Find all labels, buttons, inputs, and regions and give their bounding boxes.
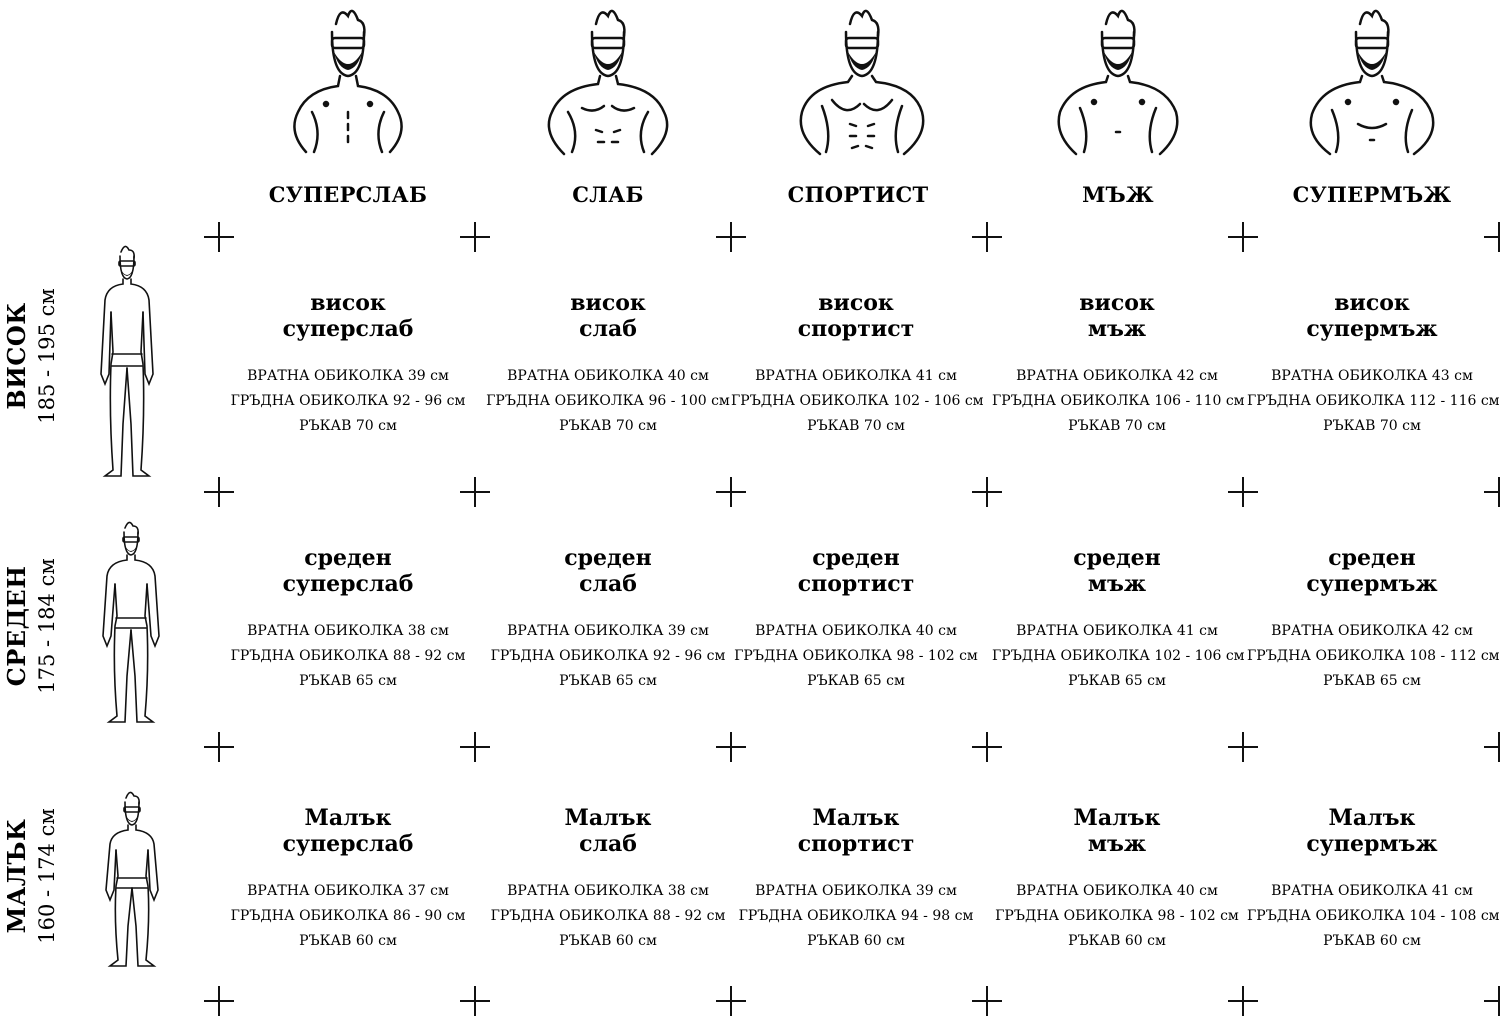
size-cell-short-athlete	[731, 805, 981, 954]
crosshair-marker	[204, 222, 234, 252]
chest-measurement: ГРЪДНА ОБИКОЛКА 98 - 102 см	[995, 908, 1239, 924]
size-cell-short-slim	[483, 805, 733, 954]
neck-measurement: ВРАТНА ОБИКОЛКА 40 см	[755, 623, 957, 639]
neck-measurement: ВРАТНА ОБИКОЛКА 41 см	[1016, 623, 1218, 639]
cell-title-height: висок	[1334, 290, 1410, 316]
size-cell-short-man	[992, 805, 1242, 954]
neck-measurement: ВРАТНА ОБИКОЛКА 42 см	[1016, 368, 1218, 384]
crosshair-marker	[204, 732, 234, 762]
size-cell-tall-slim	[483, 290, 733, 439]
cell-title-build: супермъж	[1306, 571, 1438, 597]
sleeve-measurement: РЪКАВ 60 см	[559, 933, 657, 949]
superman-torso-icon	[1302, 2, 1442, 162]
sleeve-measurement: РЪКАВ 65 см	[299, 673, 397, 689]
size-cell-medium-man	[992, 545, 1245, 694]
row-label-name: СРЕДЕН	[2, 565, 31, 687]
cell-title-height: среден	[1073, 545, 1161, 571]
crosshair-marker	[204, 986, 234, 1016]
row-label-short	[2, 761, 72, 991]
chest-measurement: ГРЪДНА ОБИКОЛКА 102 - 106 см	[992, 648, 1245, 664]
cell-title-build: суперслаб	[282, 316, 414, 342]
crosshair-marker	[716, 732, 746, 762]
row-label-range: 185 - 195 см	[35, 288, 59, 424]
neck-measurement: ВРАТНА ОБИКОЛКА 40 см	[507, 368, 709, 384]
sleeve-measurement: РЪКАВ 60 см	[1068, 933, 1166, 949]
cell-title-height: Малък	[1328, 805, 1416, 831]
row-label-tall	[2, 241, 72, 471]
chest-measurement: ГРЪДНА ОБИКОЛКА 92 - 96 см	[230, 393, 466, 409]
cell-title-build: спортист	[797, 571, 915, 597]
cell-title-height: висок	[818, 290, 894, 316]
cell-title-build: суперслаб	[282, 571, 414, 597]
cell-title-height: Малък	[1073, 805, 1161, 831]
cell-title-build: слаб	[579, 831, 637, 857]
cell-title-build: слаб	[579, 316, 637, 342]
sleeve-measurement: РЪКАВ 70 см	[299, 418, 397, 434]
crosshair-marker	[460, 732, 490, 762]
cell-title-height: Малък	[564, 805, 652, 831]
row-label-range: 175 - 184 см	[35, 558, 59, 694]
cell-title-height: висок	[310, 290, 386, 316]
sleeve-measurement: РЪКАВ 60 см	[299, 933, 397, 949]
sleeve-measurement: РЪКАВ 65 см	[1323, 673, 1421, 689]
man-torso-icon	[1048, 2, 1188, 162]
sleeve-measurement: РЪКАВ 65 см	[807, 673, 905, 689]
size-cell-tall-athlete	[731, 290, 984, 439]
neck-measurement: ВРАТНА ОБИКОЛКА 42 см	[1271, 623, 1473, 639]
size-cell-tall-superman	[1247, 290, 1500, 439]
cell-title-build: суперслаб	[282, 831, 414, 857]
crosshair-marker	[204, 477, 234, 507]
sleeve-measurement: РЪКАВ 60 см	[807, 933, 905, 949]
crosshair-marker	[1228, 222, 1258, 252]
cell-title-build: спортист	[797, 831, 915, 857]
sleeve-measurement: РЪКАВ 60 см	[1323, 933, 1421, 949]
short-man-figure-icon	[100, 790, 164, 972]
crosshair-marker	[460, 986, 490, 1016]
sleeve-measurement: РЪКАВ 70 см	[1068, 418, 1166, 434]
neck-measurement: ВРАТНА ОБИКОЛКА 38 см	[247, 623, 449, 639]
size-cell-tall-superslim	[223, 290, 473, 439]
sleeve-measurement: РЪКАВ 70 см	[1323, 418, 1421, 434]
size-cell-short-superslim	[223, 805, 473, 954]
cell-title-build: спортист	[797, 316, 915, 342]
crosshair-marker	[460, 222, 490, 252]
medium-man-figure-icon	[99, 520, 163, 728]
cell-title-height: висок	[1079, 290, 1155, 316]
cell-title-build: мъж	[1087, 831, 1147, 857]
neck-measurement: ВРАТНА ОБИКОЛКА 40 см	[1016, 883, 1218, 899]
chest-measurement: ГРЪДНА ОБИКОЛКА 98 - 102 см	[734, 648, 978, 664]
neck-measurement: ВРАТНА ОБИКОЛКА 41 см	[1271, 883, 1473, 899]
chest-measurement: ГРЪДНА ОБИКОЛКА 112 - 116 см	[1247, 393, 1500, 409]
slim-torso-icon	[538, 2, 678, 162]
crosshair-marker	[1484, 222, 1500, 252]
crosshair-marker	[1228, 732, 1258, 762]
crosshair-marker	[1228, 477, 1258, 507]
cell-title-build: слаб	[579, 571, 637, 597]
tall-man-figure-icon	[95, 244, 159, 484]
crosshair-marker	[460, 477, 490, 507]
neck-measurement: ВРАТНА ОБИКОЛКА 39 см	[755, 883, 957, 899]
size-cell-short-superman	[1247, 805, 1500, 954]
row-label-name: МАЛЪК	[2, 818, 31, 934]
crosshair-marker	[1484, 986, 1500, 1016]
row-label-range: 160 - 174 см	[35, 808, 59, 944]
chest-measurement: ГРЪДНА ОБИКОЛКА 106 - 110 см	[992, 393, 1245, 409]
cell-title-height: среден	[1328, 545, 1416, 571]
chest-measurement: ГРЪДНА ОБИКОЛКА 92 - 96 см	[490, 648, 726, 664]
chest-measurement: ГРЪДНА ОБИКОЛКА 96 - 100 см	[486, 393, 730, 409]
column-header-slim: СЛАБ	[572, 182, 644, 207]
sleeve-measurement: РЪКАВ 70 см	[807, 418, 905, 434]
cell-title-height: висок	[570, 290, 646, 316]
cell-title-height: среден	[304, 545, 392, 571]
chest-measurement: ГРЪДНА ОБИКОЛКА 86 - 90 см	[230, 908, 466, 924]
cell-title-height: Малък	[812, 805, 900, 831]
cell-title-height: среден	[812, 545, 900, 571]
crosshair-marker	[972, 222, 1002, 252]
neck-measurement: ВРАТНА ОБИКОЛКА 43 см	[1271, 368, 1473, 384]
neck-measurement: ВРАТНА ОБИКОЛКА 39 см	[247, 368, 449, 384]
crosshair-marker	[1484, 732, 1500, 762]
chest-measurement: ГРЪДНА ОБИКОЛКА 102 - 106 см	[731, 393, 984, 409]
crosshair-marker	[972, 986, 1002, 1016]
sleeve-measurement: РЪКАВ 65 см	[1068, 673, 1166, 689]
cell-title-build: супермъж	[1306, 831, 1438, 857]
neck-measurement: ВРАТНА ОБИКОЛКА 38 см	[507, 883, 709, 899]
neck-measurement: ВРАТНА ОБИКОЛКА 39 см	[507, 623, 709, 639]
crosshair-marker	[1484, 477, 1500, 507]
crosshair-marker	[716, 222, 746, 252]
neck-measurement: ВРАТНА ОБИКОЛКА 41 см	[755, 368, 957, 384]
crosshair-marker	[972, 732, 1002, 762]
size-cell-tall-man	[992, 290, 1245, 439]
cell-title-build: супермъж	[1306, 316, 1438, 342]
crosshair-marker	[716, 477, 746, 507]
row-label-name: ВИСОК	[2, 302, 31, 410]
sleeve-measurement: РЪКАВ 65 см	[559, 673, 657, 689]
size-cell-medium-athlete	[731, 545, 981, 694]
chest-measurement: ГРЪДНА ОБИКОЛКА 104 - 108 см	[1247, 908, 1500, 924]
cell-title-height: Малък	[304, 805, 392, 831]
neck-measurement: ВРАТНА ОБИКОЛКА 37 см	[247, 883, 449, 899]
column-header-superslim: СУПЕРСЛАБ	[268, 182, 428, 207]
column-header-man: МЪЖ	[1082, 182, 1154, 207]
size-cell-medium-superman	[1247, 545, 1500, 694]
superslim-torso-icon	[278, 2, 418, 162]
cell-title-height: среден	[564, 545, 652, 571]
crosshair-marker	[972, 477, 1002, 507]
column-header-athlete: СПОРТИСТ	[787, 182, 929, 207]
row-label-medium	[2, 511, 72, 741]
size-cell-medium-superslim	[223, 545, 473, 694]
column-header-superman: СУПЕРМЪЖ	[1292, 182, 1452, 207]
crosshair-marker	[716, 986, 746, 1016]
size-cell-medium-slim	[483, 545, 733, 694]
sleeve-measurement: РЪКАВ 70 см	[559, 418, 657, 434]
athlete-torso-icon	[792, 2, 932, 162]
chest-measurement: ГРЪДНА ОБИКОЛКА 88 - 92 см	[230, 648, 466, 664]
chest-measurement: ГРЪДНА ОБИКОЛКА 88 - 92 см	[490, 908, 726, 924]
chest-measurement: ГРЪДНА ОБИКОЛКА 94 - 98 см	[738, 908, 974, 924]
chest-measurement: ГРЪДНА ОБИКОЛКА 108 - 112 см	[1247, 648, 1500, 664]
cell-title-build: мъж	[1087, 316, 1147, 342]
cell-title-build: мъж	[1087, 571, 1147, 597]
crosshair-marker	[1228, 986, 1258, 1016]
